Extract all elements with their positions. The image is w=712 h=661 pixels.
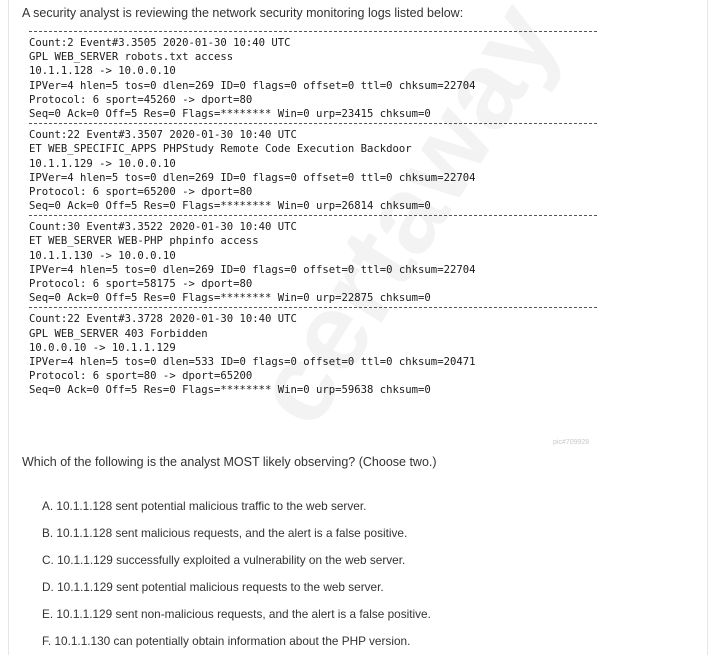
option-d[interactable]: D. 10.1.1.129 sent potential malicious requests to the web server.: [42, 580, 384, 594]
log-line: Protocol: 6 sport=45260 -> dport=80: [29, 93, 253, 106]
option-b[interactable]: B. 10.1.1.128 sent malicious requests, and the alert is a false positive.: [42, 526, 408, 540]
log-line: Seq=0 Ack=0 Off=5 Res=0 Flags=******** Win=0 urp=23415 chksum=0: [29, 107, 431, 120]
log-line: IPVer=4 hlen=5 tos=0 dlen=269 ID=0 flags=0 offset=0 ttl=0 chksum=22704: [29, 171, 476, 184]
log-line: IPVer=4 hlen=5 tos=0 dlen=533 ID=0 flags=0 offset=0 ttl=0 chksum=20471: [29, 355, 476, 368]
log-line: ET WEB_SERVER WEB-PHP phpinfo access: [29, 235, 259, 248]
image-reference: pic#709928: [553, 439, 590, 446]
log-line: Protocol: 6 sport=58175 -> dport=80: [29, 278, 253, 290]
log-line: Protocol: 6 sport=65200 -> dport=80: [29, 185, 253, 198]
log-line: IPVer=4 hlen=5 tos=0 dlen=269 ID=0 flags=0 offset=0 ttl=0 chksum=22704: [29, 79, 476, 92]
log-entry: [29, 312, 597, 397]
log-line: Protocol: 6 sport=80 -> dport=65200: [29, 370, 253, 383]
log-line: GPL WEB_SERVER 403 Forbidden: [29, 327, 208, 340]
log-line: 10.1.1.130 -> 10.0.0.10: [29, 249, 176, 262]
log-divider: [29, 215, 597, 216]
option-f[interactable]: F. 10.1.1.130 can potentially obtain information about the PHP version.: [42, 634, 411, 648]
answer-options: [42, 499, 662, 661]
log-line: Count:30 Event#3.3522 2020-01-30 10:40 UTC: [29, 221, 297, 234]
log-divider: [29, 307, 597, 308]
log-line: IPVer=4 hlen=5 tos=0 dlen=269 ID=0 flags=0 offset=0 ttl=0 chksum=22704: [29, 263, 476, 276]
log-entry: [29, 36, 597, 121]
option-a[interactable]: A. 10.1.1.128 sent potential malicious traffic to the web server.: [42, 499, 367, 513]
log-entry: [29, 220, 597, 305]
log-line: Seq=0 Ack=0 Off=5 Res=0 Flags=******** Win=0 urp=22875 chksum=0: [29, 292, 431, 305]
log-excerpt: [29, 29, 597, 398]
log-line: GPL WEB_SERVER robots.txt access: [29, 51, 234, 64]
log-line: 10.0.0.10 -> 10.1.1.129: [29, 341, 176, 354]
intro-text: A security analyst is reviewing the network security monitoring logs listed below:: [22, 6, 464, 20]
log-divider: [29, 31, 597, 32]
log-line: Count:22 Event#3.3728 2020-01-30 10:40 UTC: [29, 313, 297, 326]
log-line: Count:2 Event#3.3505 2020-01-30 10:40 UTC: [29, 37, 291, 49]
log-line: Count:22 Event#3.3507 2020-01-30 10:40 UTC: [29, 129, 297, 142]
log-line: Seq=0 Ack=0 Off=5 Res=0 Flags=******** Win=0 urp=59638 chksum=0: [29, 384, 431, 397]
log-line: 10.1.1.129 -> 10.0.0.10: [29, 157, 176, 170]
question-text: Which of the following is the analyst MOST likely observing? (Choose two.): [22, 455, 437, 469]
log-divider: [29, 123, 597, 124]
log-line: 10.1.1.128 -> 10.0.0.10: [29, 65, 176, 78]
option-e[interactable]: E. 10.1.1.129 sent non-malicious requests, and the alert is a false positive.: [42, 607, 431, 621]
log-line: ET WEB_SPECIFIC_APPS PHPStudy Remote Code Execution Backdoor: [29, 143, 412, 156]
log-entry: [29, 128, 597, 213]
log-line: Seq=0 Ack=0 Off=5 Res=0 Flags=******** Win=0 urp=26814 chksum=0: [29, 200, 431, 213]
option-c[interactable]: C. 10.1.1.129 successfully exploited a vulnerability on the web server.: [42, 553, 406, 567]
